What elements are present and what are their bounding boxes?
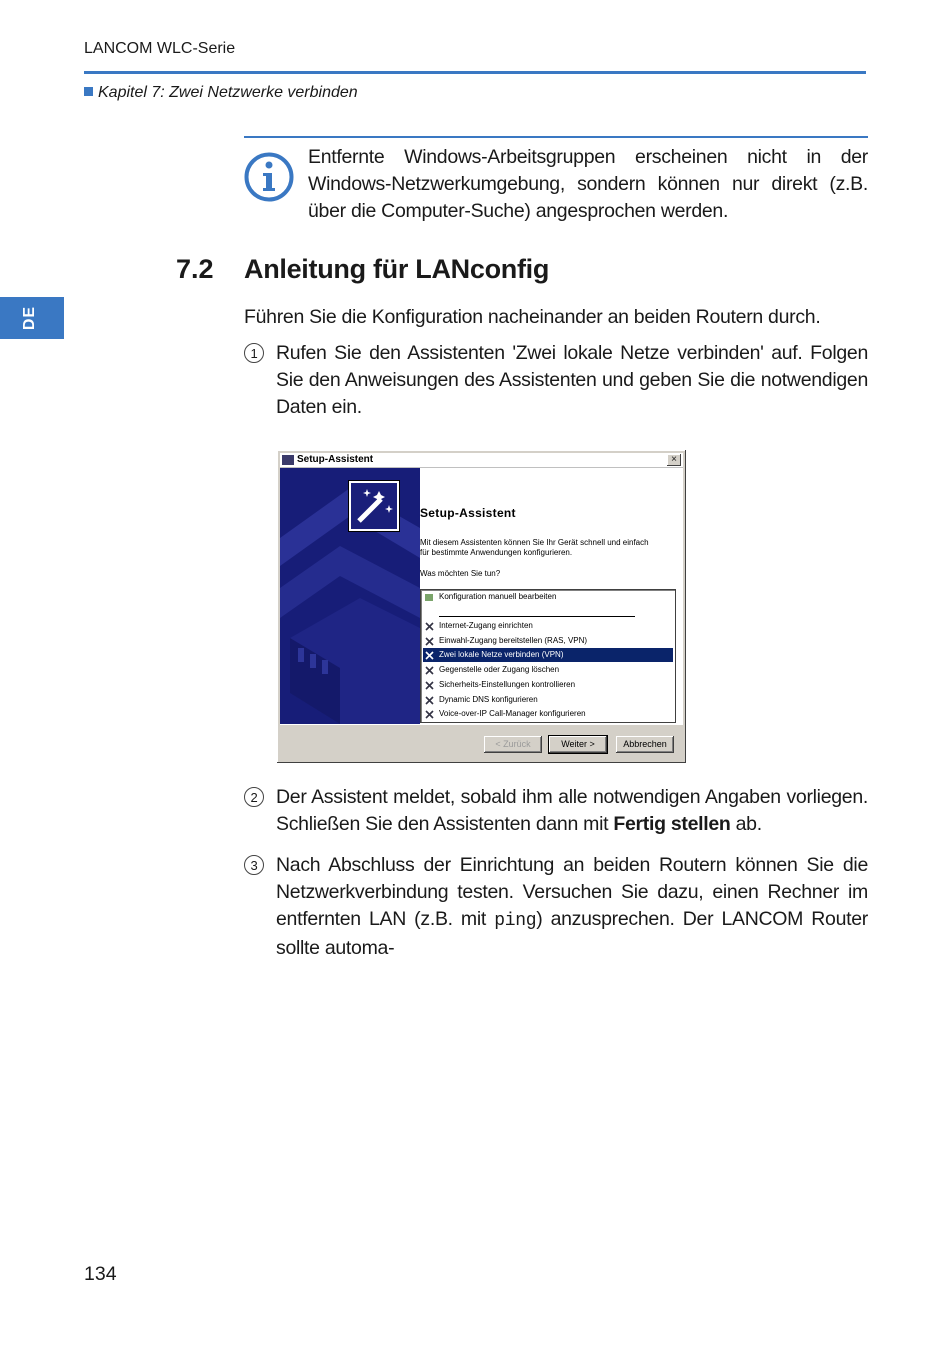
list-item-internet[interactable]: Internet-Zugang einrichten [423,619,673,633]
page-number: 134 [84,1263,117,1285]
step-text: Rufen Sie den Assistenten 'Zwei lokale Netze verbinden' auf. Folgen Sie den Anweisungen des Assistenten und geben Sie die notwendigen Daten ein. [276,342,868,418]
language-tab-label: DE [21,305,38,331]
note-rule [244,136,868,138]
list-item-vpn-selected[interactable]: Zwei lokale Netze verbinden (VPN) [423,648,673,662]
setup-assistant-dialog [277,450,686,763]
tools-icon [425,681,434,690]
header-rule [84,71,866,74]
info-note [244,136,868,228]
tools-icon [425,622,434,631]
wizard-description: Mit diesem Assistenten können Sie Ihr Gerät schnell und einfach für bestimmte Anwendungen konfigurieren. [420,538,649,557]
wizard-heading: Setup-Assistent [420,506,516,520]
note-text: Entfernte Windows-Arbeitsgruppen erscheinen nicht in der Windows-Netzwerkumgebung, sondern können nur direkt (z.B. über die Computer-Suche) angesprochen werden. [308,146,868,222]
step-number: 1 [244,343,264,363]
list-item-voip[interactable]: Voice-over-IP Call-Manager konfigurieren [423,707,673,721]
wizard-options-list [420,589,676,723]
tools-icon [425,666,434,675]
step-number: 2 [244,787,264,807]
tools-icon [425,637,434,646]
code-term: ping [494,911,537,931]
bold-term: Fertig stellen [613,813,731,835]
tools-icon [425,710,434,719]
list-item-dyndns[interactable]: Dynamic DNS konfigurieren [423,693,673,707]
cancel-button[interactable]: Abbrechen [616,736,674,753]
wizard-content [420,468,683,724]
info-icon [244,152,294,202]
tools-icon [425,651,434,660]
config-icon [425,593,434,602]
step-text: Der Assistent meldet, sobald ihm alle notwendigen Angaben vorliegen. Schließen Sie den Assistenten dann mit Fertig stellen ab. [276,786,868,835]
intro-paragraph: Führen Sie die Konfiguration nacheinander an beiden Routern durch. [244,306,821,328]
dialog-window-title: Setup-Assistent [297,454,374,465]
section-number: 7.2 [176,254,214,284]
step-text: Nach Abschluss der Einrichtung an beiden Routern können Sie die Netzwerkverbindung testen. Versuchen Sie dazu, einen Rechner im entfernten LAN (z.B. mit ping) anzusprechen. Der LANCOM Router sollte automa- [276,854,868,959]
list-item-manual-config[interactable]: Konfiguration manuell bearbeiten [423,590,673,604]
language-tab [0,297,64,339]
list-separator [439,616,635,617]
list-item-delete[interactable]: Gegenstelle oder Zugang löschen [423,663,673,677]
close-button[interactable]: × [667,454,681,466]
step-number: 3 [244,855,264,875]
list-item-dialin[interactable]: Einwahl-Zugang bereitstellen (RAS, VPN) [423,634,673,648]
header-chapter-text: Kapitel 7: Zwei Netzwerke verbinden [98,84,358,101]
dialog-titlebar [280,453,683,468]
header-series: LANCOM WLC-Serie [84,40,236,57]
next-button[interactable]: Weiter > [549,736,607,753]
bullet-square-icon [84,87,93,96]
header-chapter [84,84,358,102]
wizard-question: Was möchten Sie tun? [420,569,501,578]
wizard-wand-icon [349,481,399,531]
back-button[interactable]: < Zurück [484,736,542,753]
dialog-button-bar [280,724,683,761]
section-title: Anleitung für LANconfig [244,254,550,284]
tools-icon [425,696,434,705]
list-item-security[interactable]: Sicherheits-Einstellungen kontrollieren [423,678,673,692]
app-icon [282,455,294,465]
